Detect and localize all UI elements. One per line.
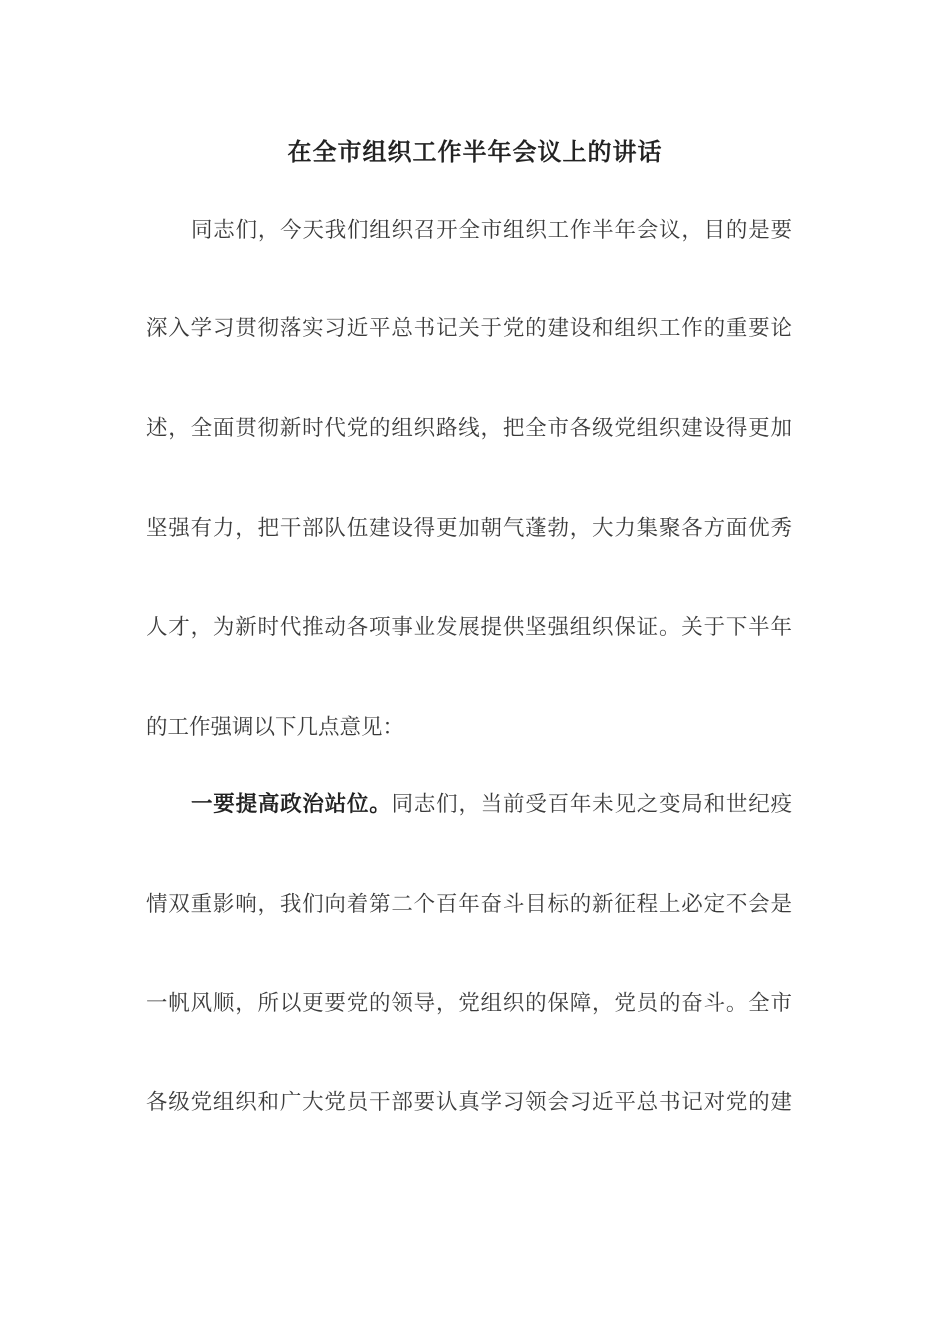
paragraph-line: 的工作强调以下几点意见： bbox=[146, 715, 405, 740]
paragraph-line: 同志们，今天我们组织召开全市组织工作半年会议，目的是要 bbox=[191, 218, 792, 243]
paragraph-line: 一帆风顺，所以更要党的领导，党组织的保障，党员的奋斗。全市 bbox=[146, 991, 792, 1016]
paragraph-line: 情双重影响，我们向着第二个百年奋斗目标的新征程上必定不会是 bbox=[146, 892, 792, 917]
section-heading: 一要提高政治站位。 bbox=[191, 792, 392, 817]
paragraph-line: 人才，为新时代推动各项事业发展提供坚强组织保证。关于下半年 bbox=[146, 615, 792, 640]
paragraph-text: 同志们，当前受百年未见之变局和世纪疫 bbox=[391, 792, 792, 817]
paragraph-line bbox=[191, 789, 792, 821]
document-title: 在全市组织工作半年会议上的讲话 bbox=[287, 137, 663, 166]
paragraph-line: 各级党组织和广大党员干部要认真学习领会习近平总书记对党的建 bbox=[146, 1090, 792, 1115]
paragraph-line: 述，全面贯彻新时代党的组织路线，把全市各级党组织建设得更加 bbox=[146, 416, 792, 441]
paragraph-line: 坚强有力，把干部队伍建设得更加朝气蓬勃，大力集聚各方面优秀 bbox=[146, 516, 792, 541]
paragraph-line: 深入学习贯彻落实习近平总书记关于党的建设和组织工作的重要论 bbox=[146, 316, 792, 341]
